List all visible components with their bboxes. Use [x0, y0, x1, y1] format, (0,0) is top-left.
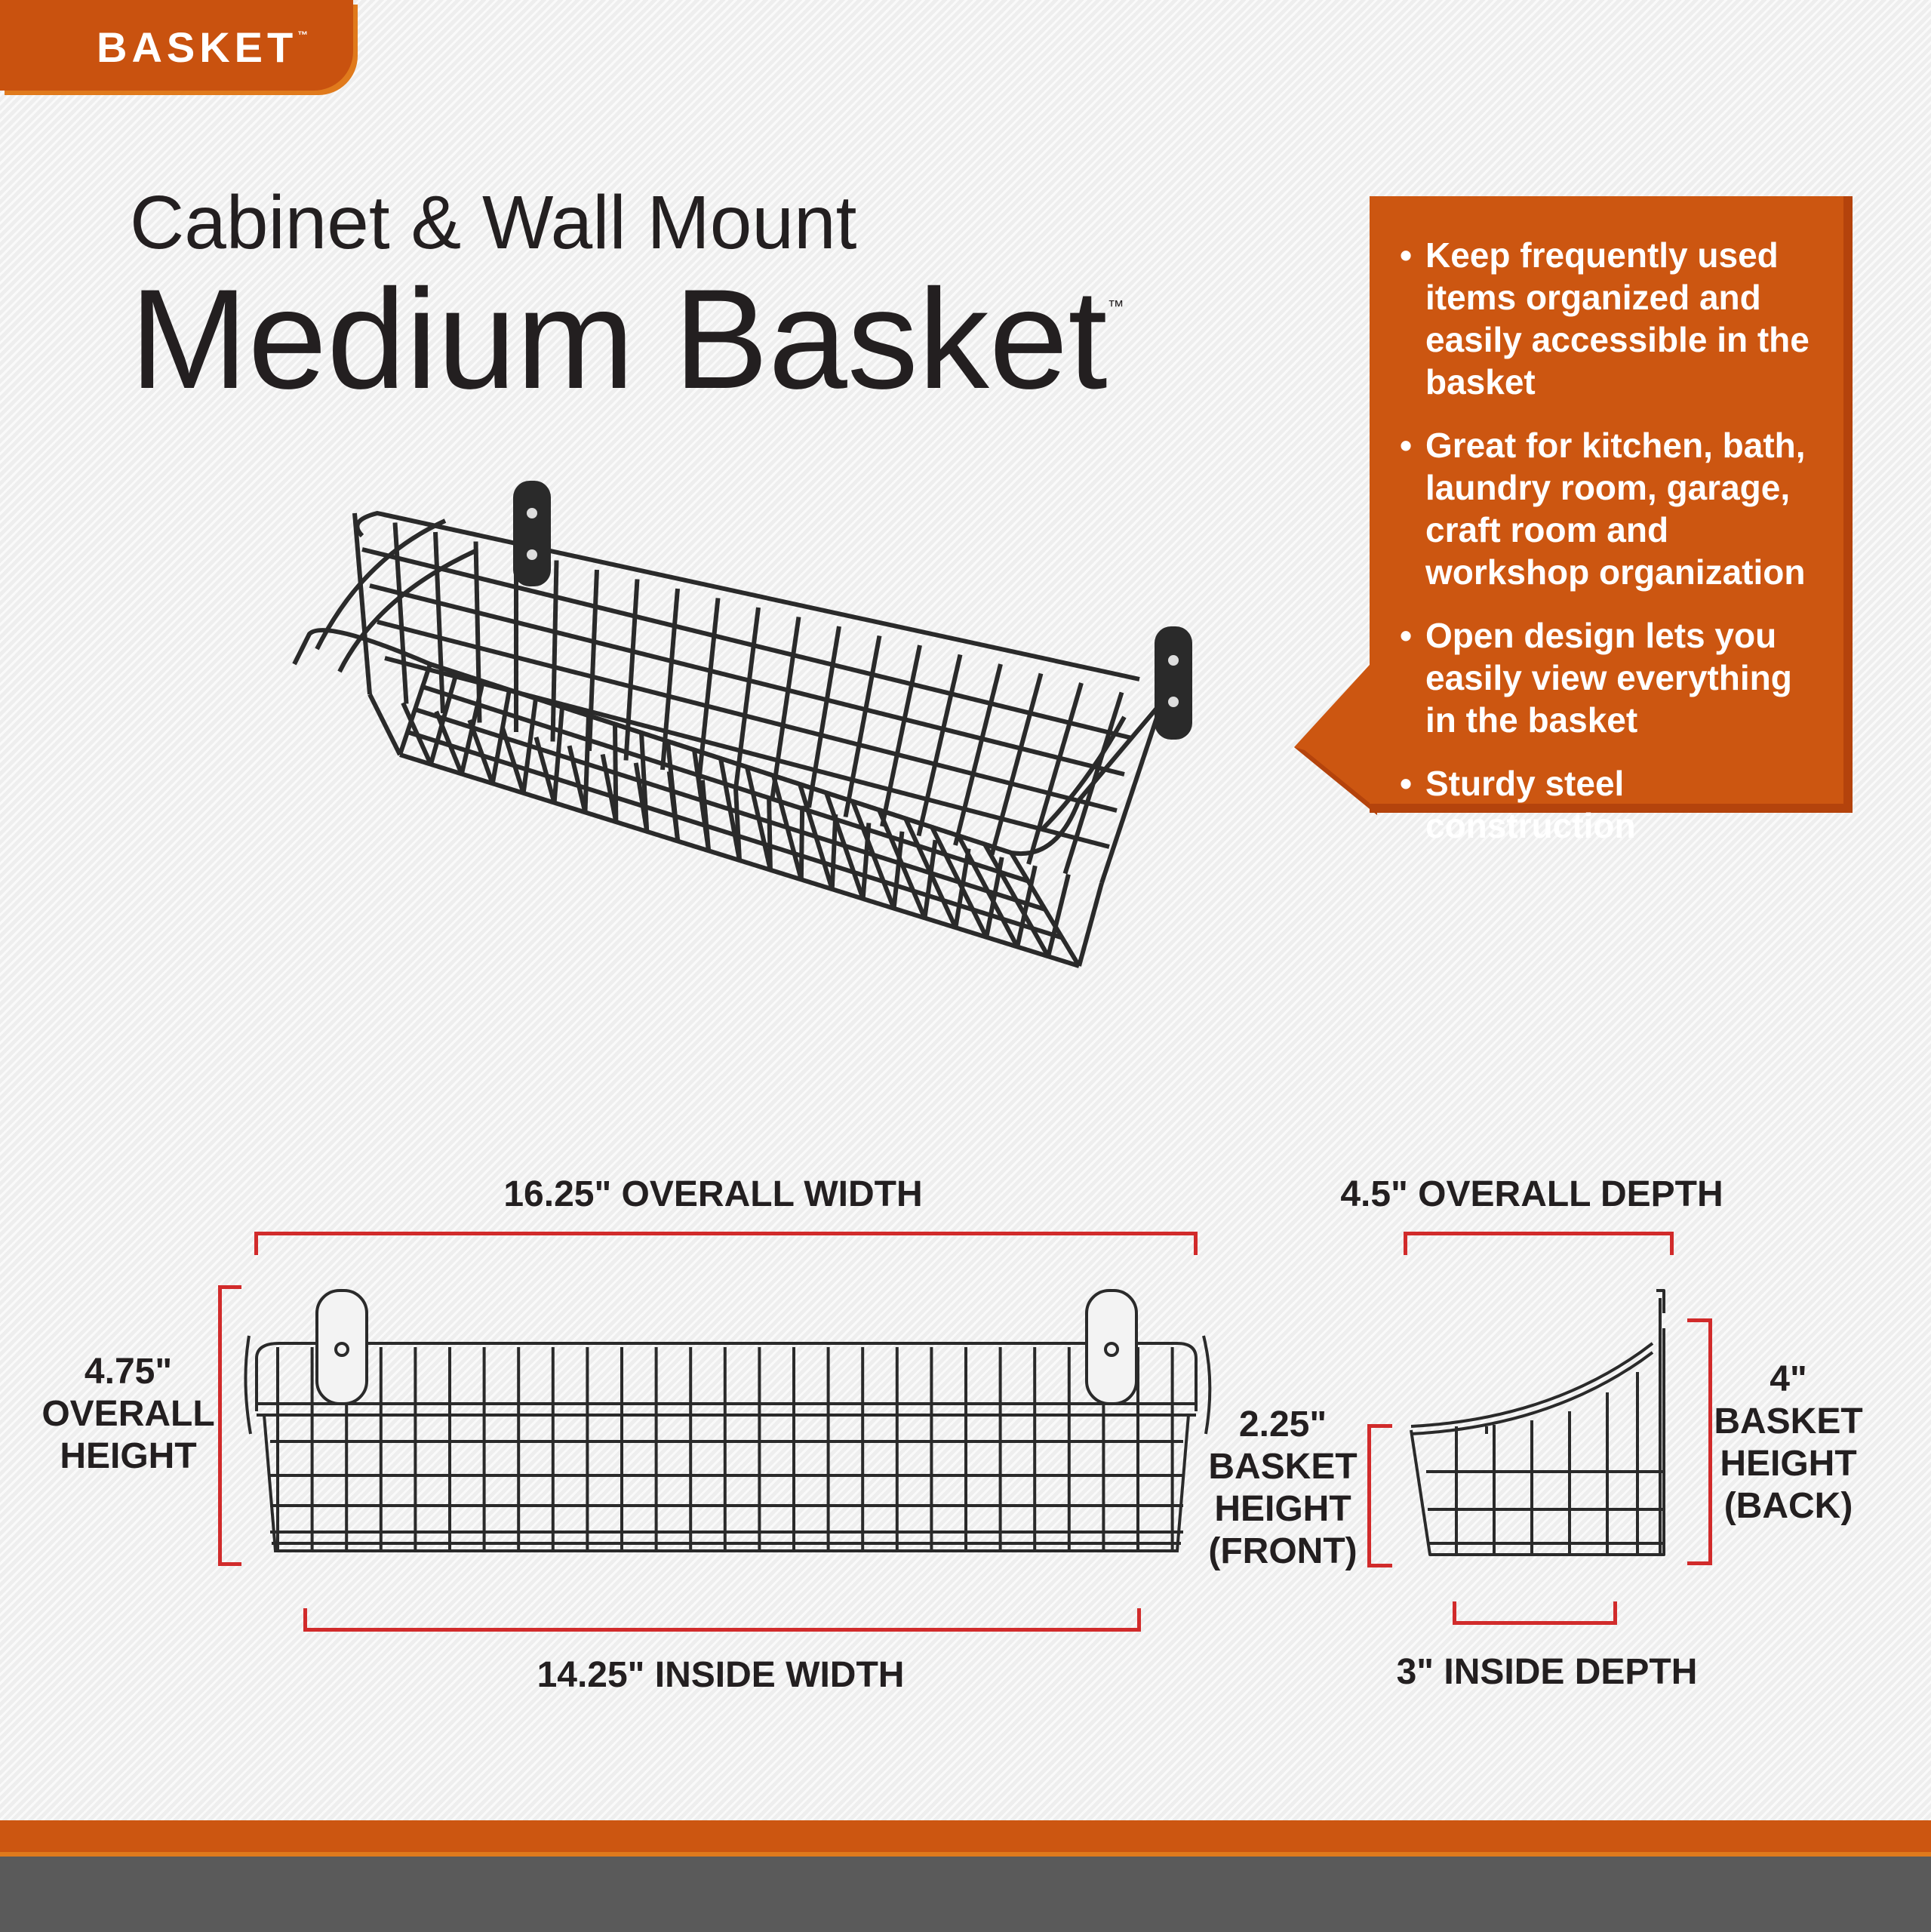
brand-tab: [0, 0, 353, 91]
overall-depth-line: [1404, 1232, 1674, 1255]
inside-width-label: 14.25" INSIDE WIDTH: [537, 1655, 905, 1695]
inside-depth-label: 3" INSIDE DEPTH: [1396, 1652, 1698, 1692]
brand-name-text: BASKET: [97, 23, 298, 71]
footer-bar: [0, 1857, 1931, 1932]
feature-item: • Great for kitchen, bath, laundry room, garage, craft room and workshop organization: [1400, 424, 1830, 593]
feature-callout: [1370, 196, 1853, 845]
bracket-icon: [317, 1291, 1136, 1404]
brand-trademark: ™: [297, 29, 309, 41]
footer-band: [0, 1820, 1931, 1852]
overall-width-label: 16.25" OVERALL WIDTH: [503, 1174, 923, 1214]
front-height-word: BASKET: [1208, 1447, 1358, 1487]
back-height-line: [1687, 1318, 1712, 1565]
feature-list: [1370, 196, 1853, 847]
overall-height-word: OVERALL: [42, 1394, 215, 1434]
basket-side-view-drawing: [1404, 1283, 1675, 1570]
feature-item: • Sturdy steel construction: [1400, 762, 1830, 847]
product-title-text: Medium Basket: [130, 260, 1108, 418]
back-height-label: [1713, 1358, 1864, 1527]
overall-height-value: 4.75": [84, 1352, 173, 1392]
basket-front-view-drawing: [241, 1283, 1215, 1570]
overall-depth-label: 4.5" OVERALL DEPTH: [1340, 1174, 1723, 1214]
feature-item: • Open design lets you easily view everything in the basket: [1400, 614, 1830, 741]
front-height-label: [1207, 1404, 1358, 1573]
overall-width-line: [254, 1232, 1198, 1255]
product-title: [130, 260, 1124, 418]
back-height-value: 4": [1770, 1359, 1807, 1399]
front-height-word: HEIGHT: [1214, 1489, 1351, 1529]
feature-item: • Keep frequently used items organized and easily accessible in the basket: [1400, 234, 1830, 403]
product-subtitle: Cabinet & Wall Mount: [130, 180, 857, 265]
wire-basket-illustration: [287, 468, 1268, 1011]
back-height-word: BASKET: [1714, 1401, 1863, 1441]
inside-depth-line: [1453, 1601, 1617, 1625]
callout-pointer: [1294, 657, 1377, 815]
overall-height-label: [38, 1351, 219, 1478]
overall-height-line: [218, 1285, 241, 1566]
front-height-line: [1367, 1424, 1392, 1567]
overall-height-word: HEIGHT: [60, 1436, 197, 1476]
title-trademark: ™: [1107, 297, 1124, 315]
front-height-value: 2.25": [1238, 1404, 1327, 1444]
back-height-word: (BACK): [1723, 1486, 1853, 1526]
brand-name: [97, 23, 308, 72]
front-height-word: (FRONT): [1208, 1531, 1358, 1571]
inside-width-line: [303, 1608, 1141, 1632]
back-height-word: HEIGHT: [1720, 1444, 1857, 1484]
